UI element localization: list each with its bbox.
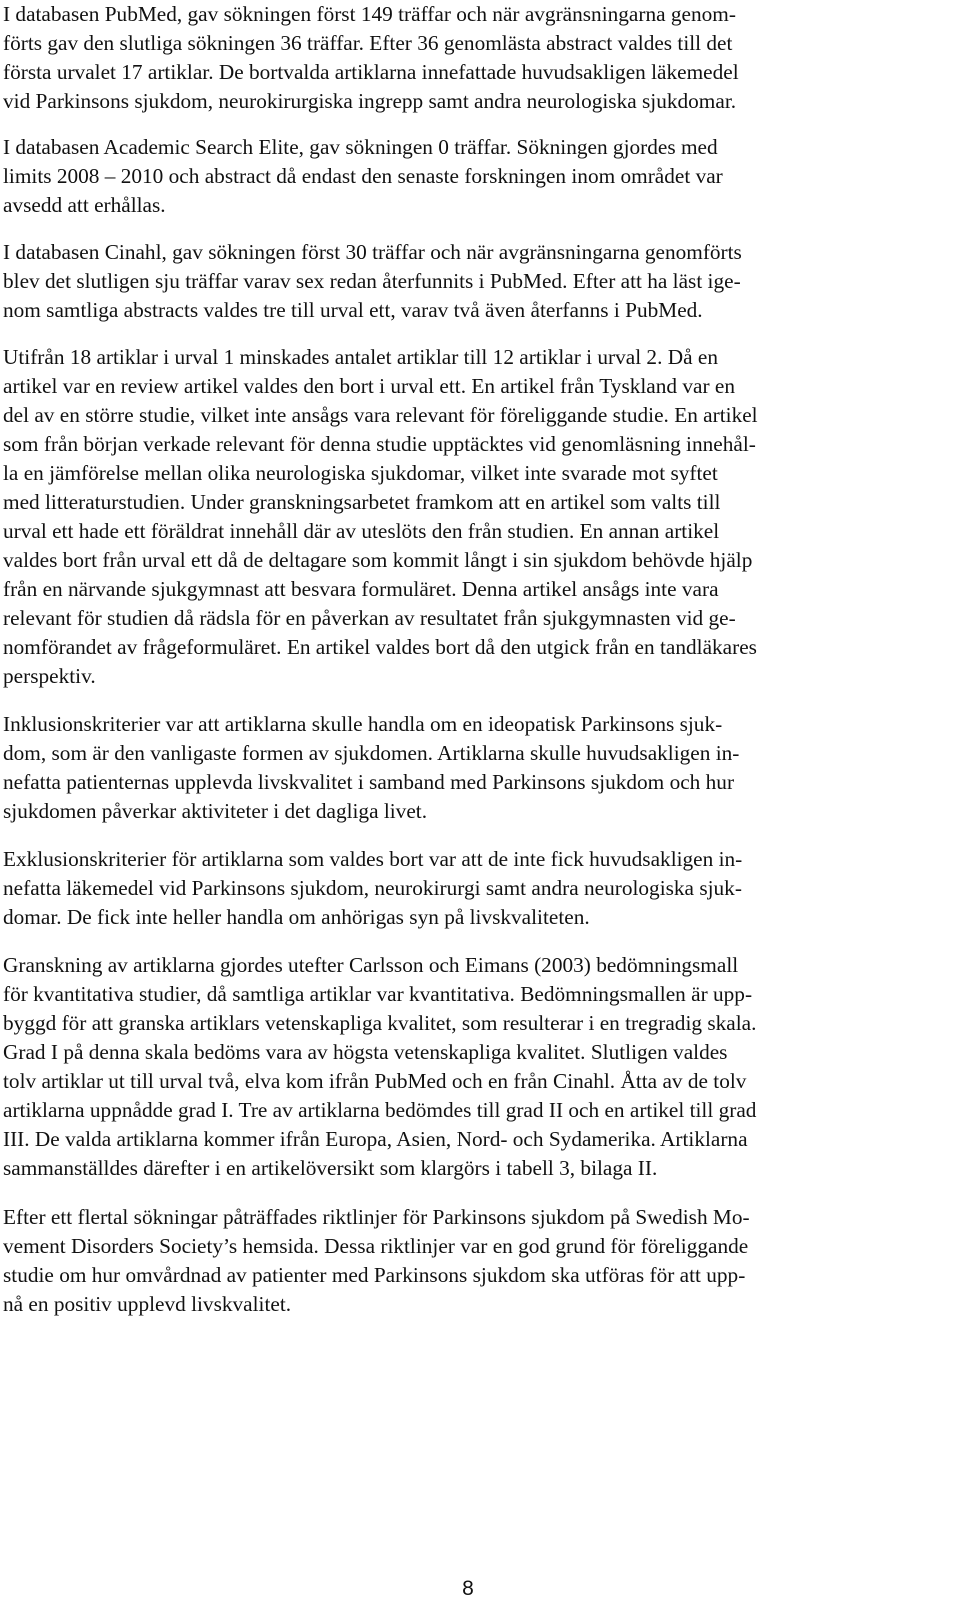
text-line: sjukdomen påverkar aktiviteter i det dagliga livet. xyxy=(3,799,428,823)
text-line: valdes bort från urval ett då de deltagare som kommit långt i sin sjukdom behövde hjälp xyxy=(3,548,753,572)
text-line: limits 2008 – 2010 och abstract då endast den senaste forskningen inom området var xyxy=(3,164,723,188)
text-line: Exklusionskriterier för artiklarna som valdes bort var att de inte fick huvudsakligen in- xyxy=(3,847,743,871)
text-line: avsedd att erhållas. xyxy=(3,193,166,217)
text-line: la en jämförelse mellan olika neurologiska sjukdomar, vilket inte svarade mot syftet xyxy=(3,461,718,485)
paragraph-guidelines xyxy=(3,1203,933,1319)
page-number: 8 xyxy=(462,1577,474,1600)
text-line: förts gav den slutliga sökningen 36 träffar. Efter 36 genomlästa abstract valdes till det xyxy=(3,31,733,55)
text-line: dom, som är den vanligaste formen av sjukdomen. Artiklarna skulle huvudsakligen in- xyxy=(3,741,740,765)
text-line: artiklarna uppnådde grad I. Tre av artiklarna bedömdes till grad II och en artikel till grad xyxy=(3,1098,757,1122)
text-line: byggd för att granska artiklars vetenskapliga kvalitet, som resulterar i en tregradig skala. xyxy=(3,1011,757,1035)
text-line: III. De valda artiklarna kommer ifrån Europa, Asien, Nord- och Sydamerika. Artiklarna xyxy=(3,1127,748,1151)
paragraph-selection xyxy=(3,343,933,691)
text-line: del av en större studie, vilket inte ansågs vara relevant för föreliggande studie. En artikel xyxy=(3,403,758,427)
text-line: vid Parkinsons sjukdom, neurokirurgiska ingrepp samt andra neurologiska sjukdomar. xyxy=(3,89,737,113)
text-line: nefatta patienternas upplevda livskvalitet i samband med Parkinsons sjukdom och hur xyxy=(3,770,735,794)
document-page xyxy=(3,0,933,1600)
text-line: med litteraturstudien. Under granskningsarbetet framkom att en artikel som valts till xyxy=(3,490,721,514)
text-line: sammanställdes därefter i en artikelöversikt som klargörs i tabell 3, bilaga II. xyxy=(3,1156,658,1180)
text-line: studie om hur omvårdnad av patienter med Parkinsons sjukdom ska utföras för att upp- xyxy=(3,1263,746,1287)
text-line: nefatta läkemedel vid Parkinsons sjukdom, neurokirurgi samt andra neurologiska sjuk- xyxy=(3,876,742,900)
paragraph-pubmed-search xyxy=(3,0,933,116)
paragraph-quality-review xyxy=(3,951,933,1183)
text-line: första urvalet 17 artiklar. De bortvalda artiklarna innefattade huvudsakligen läkemedel xyxy=(3,60,739,84)
text-line: Utifrån 18 artiklar i urval 1 minskades antalet artiklar till 12 artiklar i urval 2. Då en xyxy=(3,345,718,369)
text-line: som från början verkade relevant för denna studie upptäcktes vid genomläsning innehål- xyxy=(3,432,756,456)
paragraph-cinahl-search xyxy=(3,238,933,325)
paragraph-exclusion-criteria xyxy=(3,845,933,932)
text-line: Granskning av artiklarna gjordes utefter Carlsson och Eimans (2003) bedömningsmall xyxy=(3,953,739,977)
text-line: Efter ett flertal sökningar påträffades riktlinjer för Parkinsons sjukdom på Swedish Mo- xyxy=(3,1205,750,1229)
text-line: relevant för studien då rädsla för en påverkan av resultatet från sjukgymnasten vid ge- xyxy=(3,606,736,630)
text-line: Inklusionskriterier var att artiklarna skulle handla om en ideopatisk Parkinsons sjuk- xyxy=(3,712,723,736)
text-line: nomförandet av frågeformuläret. En artikel valdes bort då den utgick från en tandläkares xyxy=(3,635,757,659)
text-line: nom samtliga abstracts valdes tre till urval ett, varav två även återfanns i PubMed. xyxy=(3,298,703,322)
text-line: blev det slutligen sju träffar varav sex redan återfunnits i PubMed. Efter att ha läst ige- xyxy=(3,269,741,293)
text-line: I databasen Cinahl, gav sökningen först 30 träffar och när avgränsningarna genomförts xyxy=(3,240,742,264)
text-line: för kvantitativa studier, då samtliga artiklar var kvantitativa. Bedömningsmallen är upp- xyxy=(3,982,753,1006)
text-line: urval ett hade ett föräldrat innehåll där av uteslöts den från studien. En annan artikel xyxy=(3,519,720,543)
text-line: domar. De fick inte heller handla om anhörigas syn på livskvaliteten. xyxy=(3,905,590,929)
text-line: nå en positiv upplevd livskvalitet. xyxy=(3,1292,292,1316)
text-line: från en närvande sjukgymnast att besvara formuläret. Denna artikel ansågs inte vara xyxy=(3,577,719,601)
text-line: tolv artiklar ut till urval två, elva kom ifrån PubMed och en från Cinahl. Åtta av de tolv xyxy=(3,1069,747,1093)
text-line: perspektiv. xyxy=(3,664,96,688)
text-line: vement Disorders Society’s hemsida. Dessa riktlinjer var en god grund för föreliggande xyxy=(3,1234,749,1258)
text-line: Grad I på denna skala bedöms vara av högsta vetenskapliga kvalitet. Slutligen valdes xyxy=(3,1040,728,1064)
text-line: I databasen PubMed, gav sökningen först 149 träffar och när avgränsningarna genom- xyxy=(3,2,736,26)
paragraph-inclusion-criteria xyxy=(3,710,933,826)
text-line: I databasen Academic Search Elite, gav sökningen 0 träffar. Sökningen gjordes med xyxy=(3,135,718,159)
text-line: artikel var en review artikel valdes den bort i urval ett. En artikel från Tyskland var en xyxy=(3,374,735,398)
paragraph-academic-search xyxy=(3,133,933,220)
